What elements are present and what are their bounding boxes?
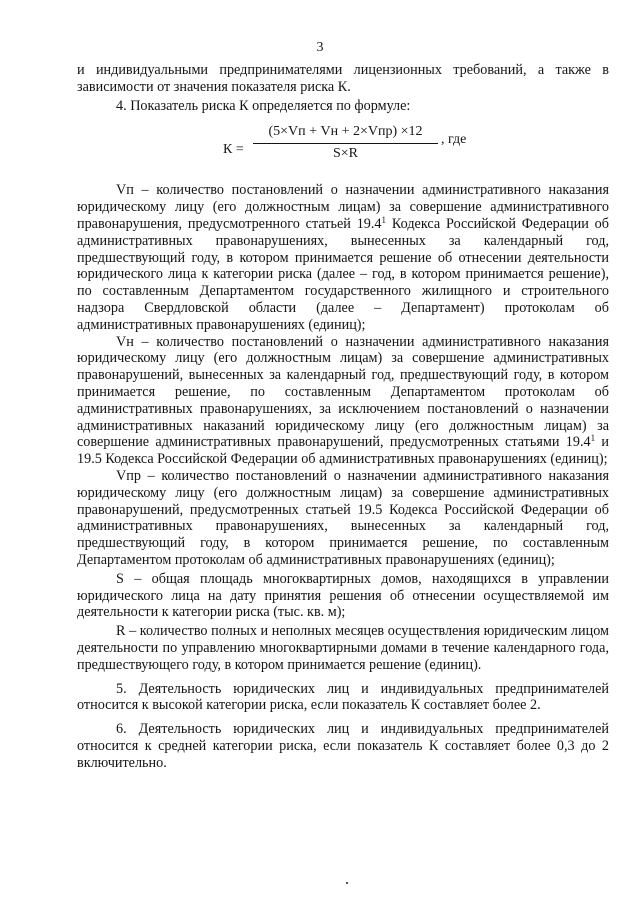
definition-vp-text: Vп – количество постановлений о назначении административного наказания юридическому лицу (его должностным лицам) за совершение административного правонарушения, предусмотренного статьей 19.4 — [77, 182, 609, 232]
definition-vn-text-continued: и 19.5 Кодекса Российской Федерации об административных правонарушениях (единиц); — [77, 434, 610, 468]
formula-suffix: , где — [441, 132, 467, 148]
page-number: 3 — [316, 40, 324, 55]
scan-speck — [346, 882, 348, 884]
intro-continuation: и индивидуальными предпринимателями лицензионных требований, а также в зависимости от значения показателя риска К. — [77, 62, 609, 95]
definition-vn-superscript: 1 — [590, 433, 596, 444]
document-body — [77, 62, 609, 771]
formula-numerator: (5×Vп + Vн + 2×Vпр) ×12 — [253, 124, 438, 144]
risk-formula — [77, 124, 609, 172]
definition-vp — [77, 182, 609, 333]
item-5: 5. Деятельность юридических лиц и индивидуальных предпринимателей относится к высокой категории риска, если показатель К составляет более 2. — [77, 680, 609, 714]
definition-vp-superscript: 1 — [381, 214, 387, 225]
formula-fraction — [253, 124, 438, 163]
definition-vn — [77, 334, 609, 468]
definition-s: S – общая площадь многоквартирных домов, находящихся в управлении юридического лица на дату принятия решения об отнесении осуществляемой им деятельности к категории риска (тыс. кв. м); — [77, 570, 609, 621]
definition-vpr: Vпр – количество постановлений о назначении административного наказания юридическому лицу (его должностным лицам) за совершение административных правонарушений, предусмотренных статьей 19.5 Кодекса Российской Федерации об административных правонарушениях, вынесенных за календарный год, предшествующий году, в котором принимается решение, по составленным Департаментом протоколам об административных правонарушениях (единиц); — [77, 467, 609, 568]
definition-vn-text: Vн – количество постановлений о назначении административного наказания юридическому лицу (его должностным лицам) за совершение административных правонарушений, вынесенных за календарный год, предшествующий году, в котором принимается решение, по составленным Департаментом протоколам об административных правонарушениях, за исключением постановлений о назначении административных наказаний юридическому лицу (его должностным лицам) за совершение административных правонарушений, предусмотренных статьями 19.4 — [77, 333, 609, 451]
definition-vp-text-continued: Кодекса Российской Федерации об административных правонарушениях, вынесенных за календарный год, предшествующий году, в котором принимается решение об отнесении деятельности юридического лица к категории риска (далее – год, в котором принимается решение), по составленным Департаментом государственного жилищного и строительного надзора Свердловской области (далее – Департамент) протоколам об административных правонарушениях (единиц); — [77, 215, 609, 333]
formula-lhs: К = — [223, 142, 244, 158]
item-4-heading: 4. Показатель риска К определяется по формуле: — [116, 97, 411, 114]
formula-denominator: S×R — [332, 146, 359, 162]
item-6: 6. Деятельность юридических лиц и индивидуальных предпринимателей относится к средней категории риска, если показатель К составляет более 0,3 до 2 включительно. — [77, 721, 609, 771]
definition-r: R – количество полных и неполных месяцев осуществления юридическим лицом деятельности по управлению многоквартирными домами в течение календарного года, предшествующего году, в котором принимается решение (единиц). — [77, 623, 609, 673]
